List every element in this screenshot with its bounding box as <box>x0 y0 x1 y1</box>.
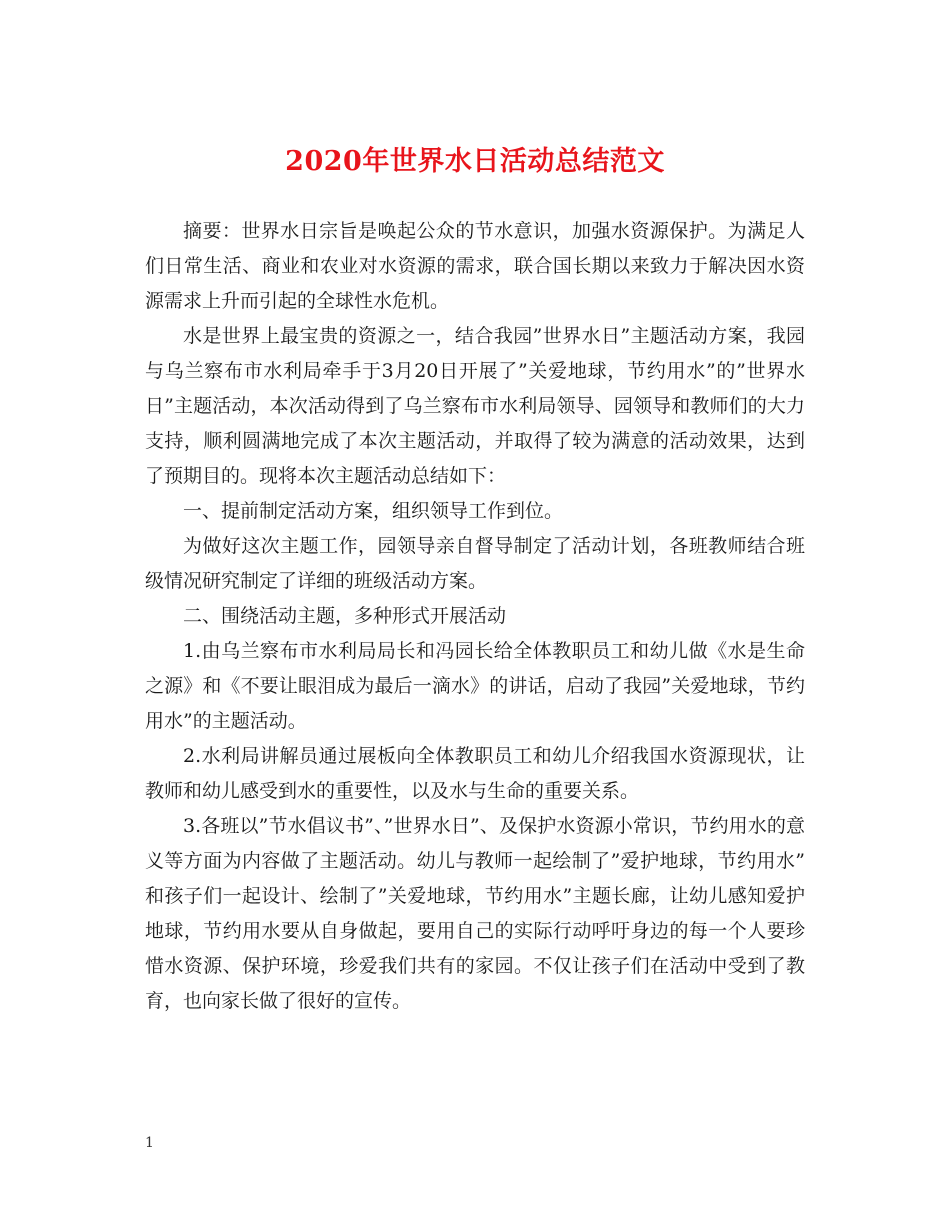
paragraph-section-1: 为做好这次主题工作，园领导亲自督导制定了活动计划，各班教师结合班级情况研究制定了详细的班级活动方案。 <box>145 535 805 592</box>
list-item-1: 1.由乌兰察布市水利局局长和冯园长给全体教职员工和幼儿做《水是生命之源》和《不要让眼泪成为最后一滴水》的讲话，启动了我园”关爱地球，节约用水”的主题活动。 <box>145 640 805 732</box>
paragraph-abstract: 摘要：世界水日宗旨是唤起公众的节水意识，加强水资源保护。为满足人们日常生活、商业和农业对水资源的需求，联合国长期以来致力于解决因水资源需求上升而引起的全球性水危机。 <box>145 220 805 312</box>
page-number: 1 <box>145 1135 154 1151</box>
section-heading-2: 二、围绕活动主题，多种形式开展活动 <box>183 605 507 627</box>
list-item-2: 2.水利局讲解员通过展板向全体教职员工和幼儿介绍我国水资源现状，让教师和幼儿感受到水的重要性，以及水与生命的重要关系。 <box>145 745 805 802</box>
list-item-3: 3.各班以”节水倡议书”、”世界水日”、及保护水资源小常识，节约用水的意义等方面为内容做了主题活动。幼儿与教师一起绘制了”爱护地球，节约用水” 和孩子们一起设计、绘制了”关爱地球，节约用水”主题长廊，让幼儿感知爱护地球，节约用水要从自身做起，要用自己的实际行动呼吁身边的每一个人要珍惜水资源、保护环境，珍爱我们共有的家园。不仅让孩子们在活动中受到了教育，也向家长做了很好的宣传。 <box>145 815 805 1012</box>
document-body <box>145 214 805 1019</box>
paragraph-intro: 水是世界上最宝贵的资源之一，结合我园”世界水日”主题活动方案，我园与乌兰察布市水利局牵手于3月20日开展了”关爱地球，节约用水”的”世界水日”主题活动，本次活动得到了乌兰察布市水利局领导、园领导和教师们的大力支持，顺利圆满地完成了本次主题活动，并取得了较为满意的活动效果，达到了预期目的。现将本次主题活动总结如下： <box>145 325 805 487</box>
document-title: 2020年世界水日活动总结范文 <box>285 146 665 177</box>
section-heading-1: 一、提前制定活动方案，组织领导工作到位。 <box>183 500 564 522</box>
